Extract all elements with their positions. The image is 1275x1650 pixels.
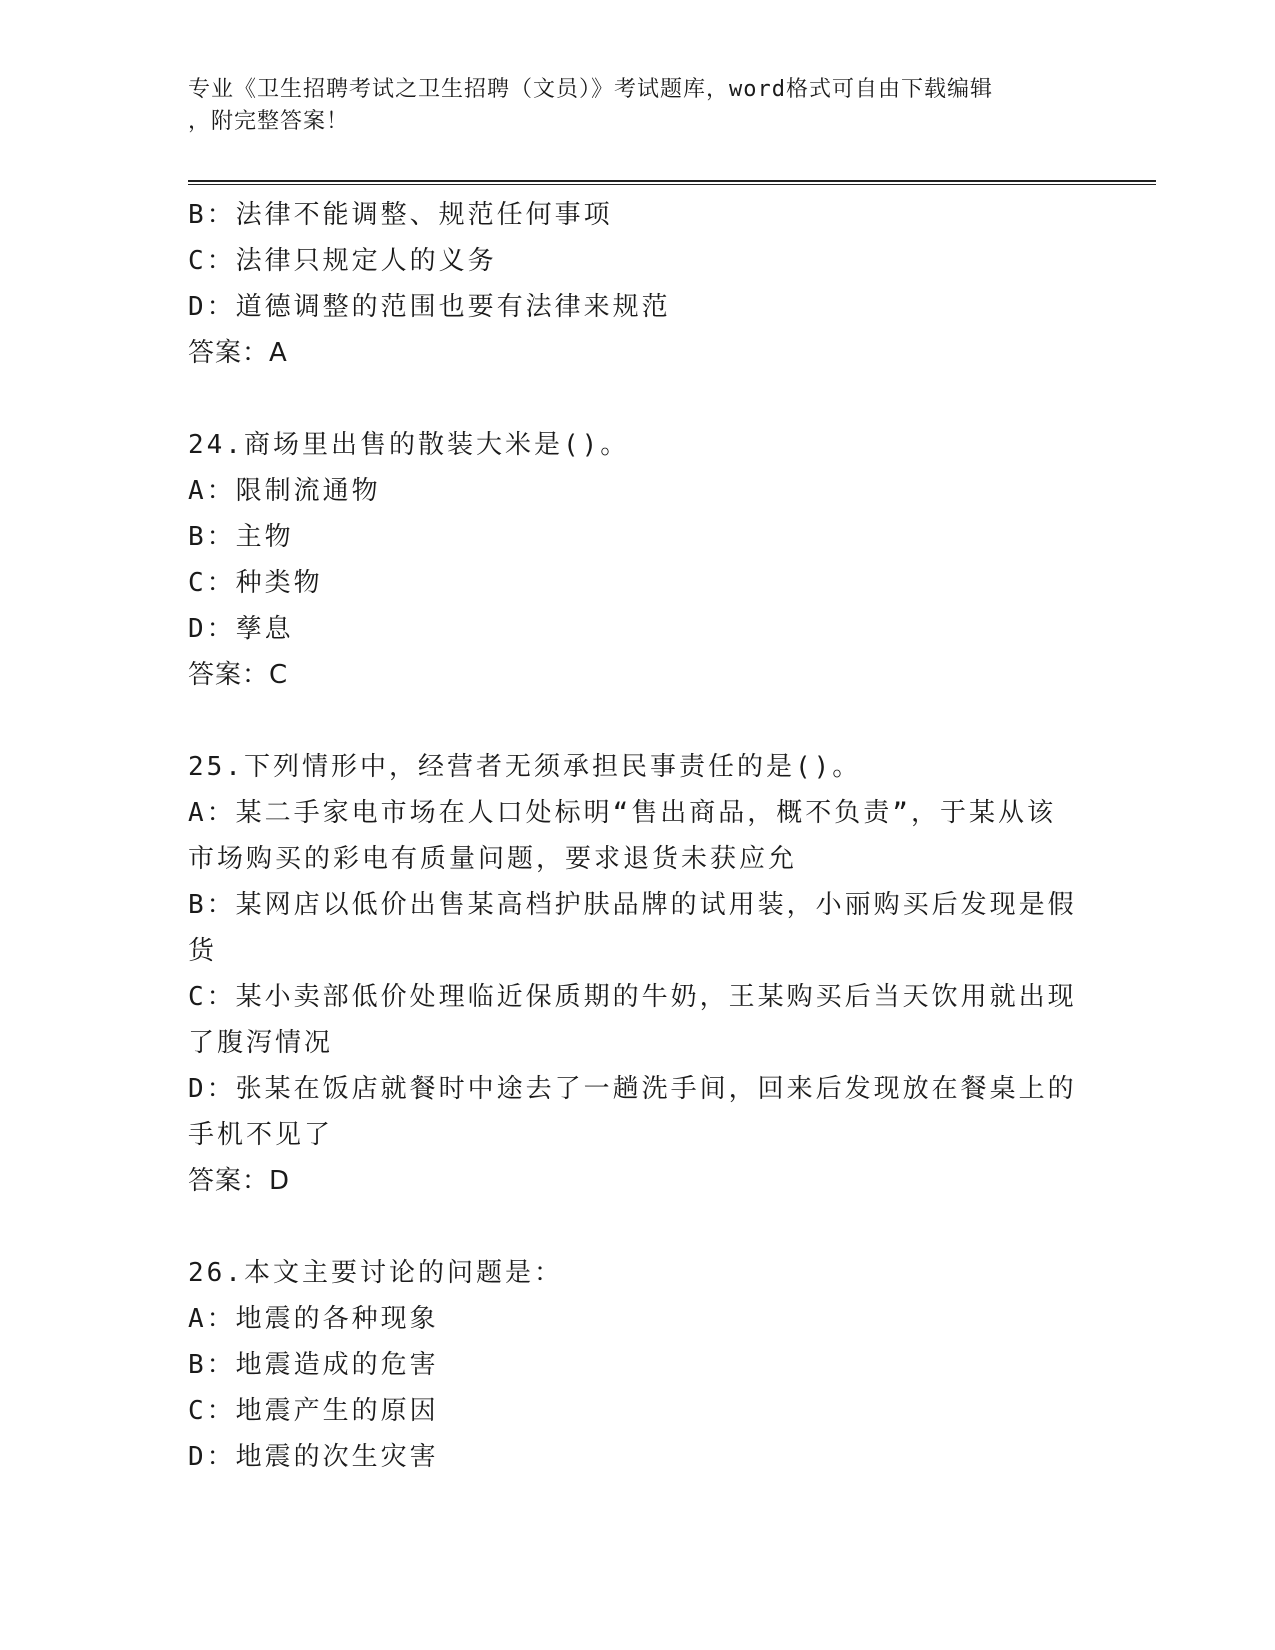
option-a-continued: 市场购买的彩电有质量问题，要求退货未获应允	[188, 844, 798, 874]
option-d-continued: 手机不见了	[188, 1120, 334, 1150]
question-block-26	[188, 1250, 1088, 1480]
option-c-continued: 了腹泻情况	[188, 1028, 334, 1058]
option-b-continued: 货	[188, 936, 218, 966]
question-block-previous	[188, 192, 1088, 376]
option-a: A：某二手家电市场在人口处标明“售出商品，概不负责”，于某从该	[188, 798, 1056, 828]
option-a: A：限制流通物	[188, 476, 381, 506]
option-c: C：法律只规定人的义务	[188, 246, 497, 276]
question-stem: 26.本文主要讨论的问题是：	[188, 1258, 563, 1288]
spacer	[188, 698, 1088, 744]
question-stem: 25.下列情形中，经营者无须承担民事责任的是()。	[188, 752, 862, 782]
question-stem: 24.商场里出售的散装大米是()。	[188, 430, 630, 460]
option-d: D：张某在饭店就餐时中途去了一趟洗手间，回来后发现放在餐桌上的	[188, 1074, 1077, 1104]
question-list	[188, 192, 1088, 1480]
spacer	[188, 376, 1088, 422]
option-c: C：种类物	[188, 568, 323, 598]
answer-line: 答案：D	[188, 1166, 291, 1196]
question-block-25	[188, 744, 1088, 1204]
option-b: B：某网店以低价出售某高档护肤品牌的试用装，小丽购买后发现是假	[188, 890, 1077, 920]
option-b: B：法律不能调整、规范任何事项	[188, 200, 613, 230]
option-d: D：孳息	[188, 614, 294, 644]
option-b: B：地震造成的危害	[188, 1350, 439, 1380]
option-b: B：主物	[188, 522, 294, 552]
header-rule-thin	[188, 184, 1156, 185]
header-line-2: ，附完整答案！	[188, 109, 350, 134]
answer-line: 答案：A	[188, 338, 288, 368]
spacer	[188, 1204, 1088, 1250]
option-d: D：道德调整的范围也要有法律来规范	[188, 292, 671, 322]
option-d: D：地震的次生灾害	[188, 1442, 439, 1472]
header-rule-thick	[188, 180, 1156, 182]
header-line-1: 专业《卫生招聘考试之卫生招聘（文员）》考试题库，word格式可自由下载编辑	[188, 77, 993, 102]
option-c: C：某小卖部低价处理临近保质期的牛奶，王某购买后当天饮用就出现	[188, 982, 1077, 1012]
page-header	[188, 74, 1088, 138]
question-block-24	[188, 422, 1088, 698]
option-a: A：地震的各种现象	[188, 1304, 439, 1334]
option-c: C：地震产生的原因	[188, 1396, 439, 1426]
answer-line: 答案：C	[188, 660, 289, 690]
